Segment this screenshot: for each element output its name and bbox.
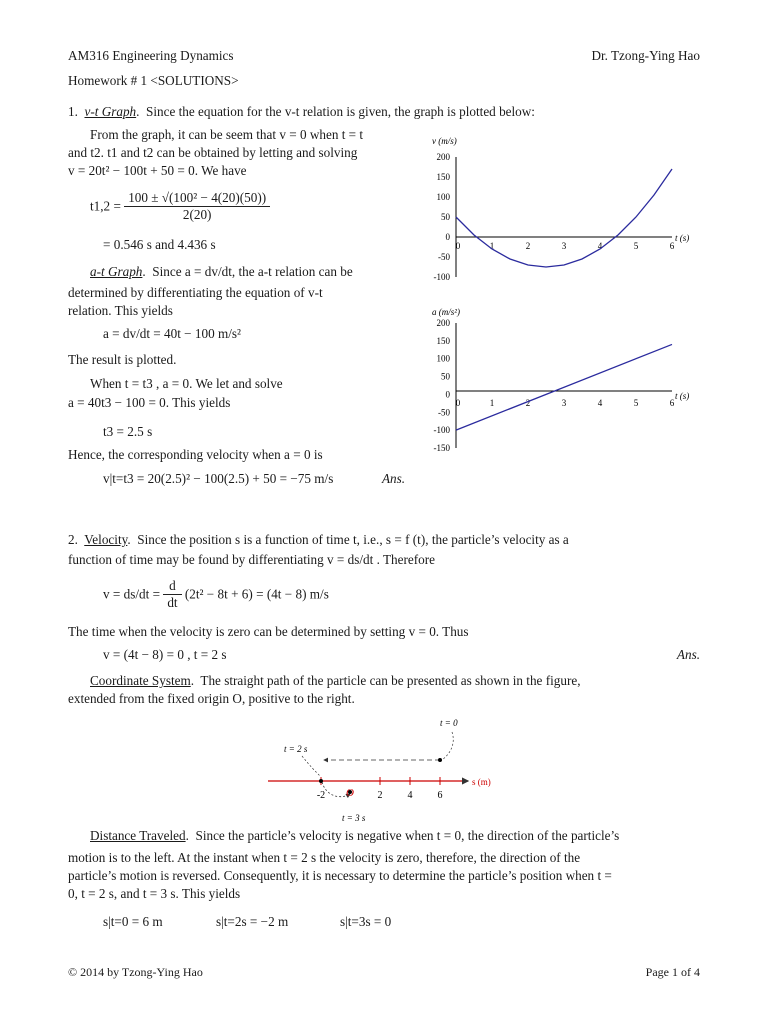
at-line3: relation. This yields — [68, 303, 173, 318]
vt-x-tick-1: 1 — [489, 241, 495, 251]
vt-y-tick-1: 150 — [436, 172, 450, 182]
problem1-number: 1. — [68, 104, 78, 119]
s-tick-label-1: 2 — [377, 790, 383, 801]
vt-x-tick-6: 6 — [669, 241, 675, 251]
at-y-tick-1: 150 — [436, 335, 450, 346]
vt-y-tick-labels — [434, 152, 451, 282]
vt-heading: v-t Graph — [84, 104, 137, 119]
t12-fraction — [124, 190, 270, 223]
at-y-tick-5: -50 — [438, 407, 450, 418]
course-title: AM316 Engineering Dynamics — [68, 48, 234, 63]
t3-value: t3 = 2.5 s — [103, 424, 153, 439]
problem1-intro: 1. v-t Graph. Since the equation for the v-t relation is given, the graph is plotted below: — [68, 104, 535, 119]
at-y-tick-2: 100 — [436, 353, 450, 364]
at-ylabel: a (m/s²) — [432, 307, 460, 317]
p1-line1: From the graph, it can be seem that v = 0 when t = t — [90, 127, 364, 142]
dist-line2: motion is to the left. At the instant when t = 2 s the velocity is zero, therefore, the direction of the — [68, 850, 581, 865]
at-chart — [420, 303, 710, 453]
leader-t0 — [442, 732, 453, 760]
at-x-tick-6: 6 — [669, 398, 675, 408]
at-y-tick-0: 200 — [436, 318, 450, 328]
vt-chart — [420, 132, 710, 282]
s-at-t0: s|t=0 = 6 m — [103, 914, 163, 929]
at-y-tick-6: -100 — [433, 425, 450, 436]
p1-line3: v = 20t² − 100t + 50 = 0. We have — [68, 163, 247, 178]
at-y-tick-labels — [434, 318, 451, 453]
zero-line: The time when the velocity is zero can be determined by setting v = 0. Thus — [68, 624, 469, 639]
at-x-tick-4: 4 — [597, 398, 603, 408]
at-x-tick-1: 1 — [489, 398, 495, 408]
s-tick-label-3: 6 — [437, 790, 443, 801]
t12-denominator: 2(20) — [182, 207, 212, 222]
at-line1-text: Since a = dv/dt, the a-t relation can be — [152, 264, 353, 279]
origin-label: O — [346, 787, 354, 799]
homework-title: Homework # 1 <SOLUTIONS> — [68, 73, 239, 88]
vt-y-tick-6: -100 — [433, 272, 450, 282]
dist-line3: particle’s motion is reversed. Consequently, it is necessary to determine the particle’s position when t = — [68, 868, 612, 883]
at-y-tick-7: -150 — [433, 443, 450, 453]
vt-ylabel: v (m/s) — [432, 136, 457, 146]
at-x-tick-2: 2 — [525, 398, 531, 408]
vt-y-tick-3: 50 — [441, 212, 450, 222]
velocity-heading: Velocity — [84, 532, 128, 547]
vt-series-line — [456, 169, 672, 267]
dist-line4: 0, t = 2 s, and t = 3 s. This yields — [68, 886, 241, 901]
d-dt-fraction — [163, 578, 181, 611]
t12-numerator: 100 ± √(100² − 4(20)(50)) — [124, 190, 270, 207]
ans-2: Ans. — [676, 647, 700, 662]
s-at-t2: s|t=2s = −2 m — [216, 914, 289, 929]
ans-1: Ans. — [382, 471, 406, 486]
s-at-t3: s|t=3s = 0 — [340, 914, 392, 929]
at-y-tick-4: 0 — [445, 389, 450, 400]
author-name: Dr. Tzong-Ying Hao — [591, 48, 700, 63]
path-figure — [260, 710, 510, 825]
vt-x-tick-4: 4 — [597, 241, 603, 251]
t12-label: t1,2 = — [90, 198, 121, 214]
plotted-text: The result is plotted. — [68, 352, 177, 367]
t12-equation — [90, 190, 270, 223]
at-line2: determined by differentiating the equation of v-t — [68, 285, 323, 300]
coord-line1: Coordinate System. The straight path of the particle can be presented as shown in the figure, — [90, 673, 581, 688]
v-eq-right: (2t² − 8t + 6) = (4t − 8) m/s — [184, 586, 329, 602]
vt-xlabel: t (s) — [675, 233, 690, 243]
zero-equation: v = (4t − 8) = 0 , t = 2 s — [103, 647, 227, 662]
dist-heading: Distance Traveled — [90, 828, 186, 843]
vt-x-tick-3: 3 — [561, 241, 567, 251]
label-t3: t = 3 s — [342, 813, 366, 823]
at-x-tick-5: 5 — [633, 398, 639, 408]
coord-line2: extended from the fixed origin O, positive to the right. — [68, 691, 355, 706]
at-xlabel: t (s) — [675, 391, 690, 401]
velocity-equation — [103, 578, 329, 611]
d-numerator: d — [163, 578, 181, 595]
problem2-line1: Since the position s is a function of time t, i.e., s = f (t), the particle’s velocity as a — [137, 532, 569, 547]
vt-x-tick-5: 5 — [633, 241, 639, 251]
label-t2: t = 2 s — [284, 744, 308, 754]
when-line2: a = 40t3 − 100 = 0. This yields — [68, 395, 231, 410]
leader-t2 — [302, 756, 320, 776]
problem1-intro-text: Since the equation for the v-t relation is given, the graph is plotted below: — [146, 104, 535, 119]
problem2-line2: function of time may be found by differentiating v = ds/dt . Therefore — [68, 552, 435, 567]
at-x-tick-3: 3 — [561, 398, 567, 408]
at-y-tick-3: 50 — [441, 371, 450, 382]
p1-line2: and t2. t1 and t2 can be obtained by letting and solving — [68, 145, 358, 160]
point-t2 — [319, 779, 323, 783]
vt-y-tick-2: 100 — [436, 192, 450, 202]
point-t0 — [438, 758, 442, 762]
coord-heading: Coordinate System — [90, 673, 191, 688]
problem2-intro: 2. Velocity. Since the position s is a function of time t, i.e., s = f (t), the particle’s velocity as a — [68, 532, 569, 547]
footer-copyright: © 2014 by Tzong-Ying Hao — [68, 965, 203, 979]
at-x-tick-labels — [456, 398, 675, 408]
vt-y-tick-0: 200 — [436, 152, 450, 162]
dist-line1: Distance Traveled. Since the particle’s velocity is negative when t = 0, the direction of the particle’s — [90, 828, 620, 843]
t12-result: = 0.546 s and 4.436 s — [103, 237, 216, 252]
v-eq-left: v = ds/dt = — [103, 586, 161, 602]
footer-page: Page 1 of 4 — [645, 965, 700, 979]
dt-denominator: dt — [167, 595, 178, 610]
hence-text: Hence, the corresponding velocity when a = 0 is — [68, 447, 323, 462]
problem2-number: 2. — [68, 532, 78, 547]
when-line1: When t = t3 , a = 0. We let and solve — [90, 376, 283, 391]
s-tick-label-2: 4 — [407, 790, 413, 801]
vt-x-tick-2: 2 — [525, 241, 531, 251]
at-series-line — [456, 344, 672, 430]
vt-y-tick-5: -50 — [438, 252, 450, 262]
vt-y-tick-4: 0 — [445, 232, 450, 242]
vt-x-tick-0: 0 — [455, 241, 461, 251]
s-tick-label-0: -2 — [316, 790, 326, 801]
at-line1: a-t Graph. Since a = dv/dt, the a-t relation can be — [90, 264, 353, 279]
at-heading: a-t Graph — [90, 264, 143, 279]
at-x-tick-0: 0 — [455, 398, 461, 408]
dist-line1-text: Since the particle’s velocity is negative when t = 0, the direction of the particle’s — [195, 828, 620, 843]
s-axis-label: s (m) — [472, 777, 491, 787]
at-equation: a = dv/dt = 40t − 100 m/s² — [103, 326, 241, 341]
coord-line1-text: The straight path of the particle can be presented as shown in the figure, — [200, 673, 581, 688]
v-at-t3: v|t=t3 = 20(2.5)² − 100(2.5) + 50 = −75 m/s — [103, 471, 334, 486]
label-t0: t = 0 — [440, 718, 458, 728]
